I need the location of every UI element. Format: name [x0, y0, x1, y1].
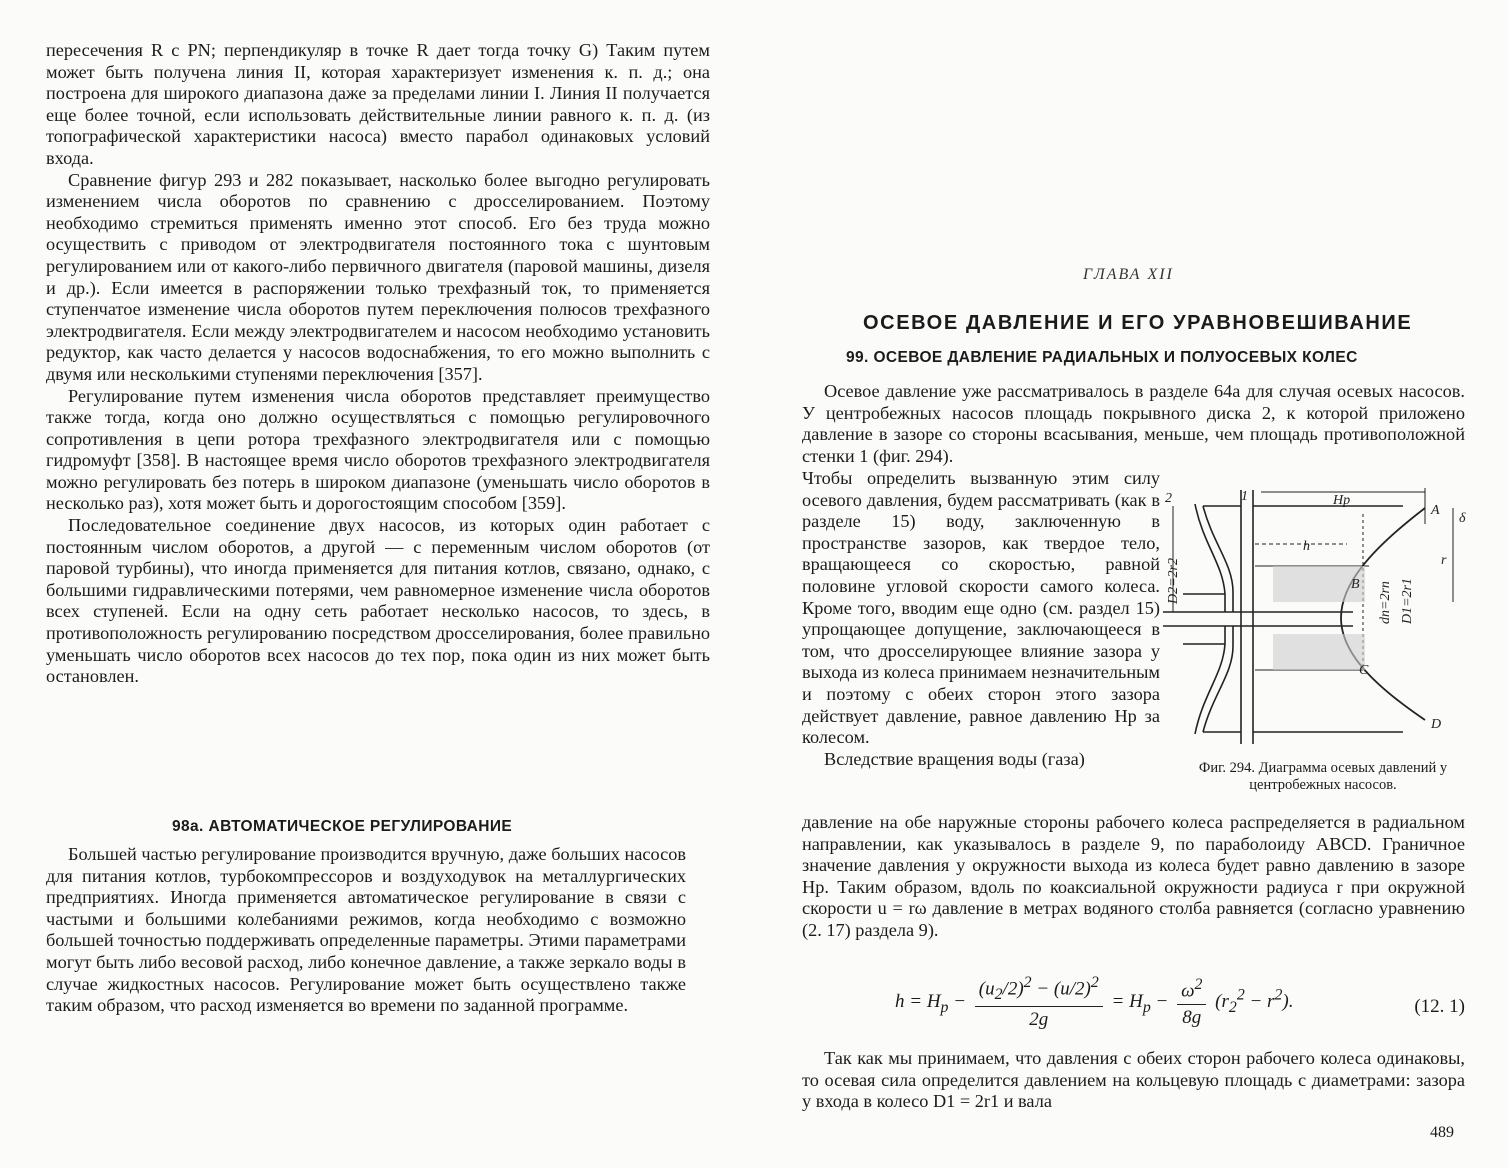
intro-paragraph: пересечения R с PN; перпендикуляр в точке R дает тогда точку G) Таким путем может быть получена линия II, которая характеризует изменения к. п. д.; она построена для широкого диапазона даже за пределами линии I. Линия II получается еще более точной, если использовать действительные линии равного к. п. д. (из топографической характеристики насоса) вместо парабол одинаковых условий входа.	[46, 40, 710, 168]
figure-label-c: C	[1359, 663, 1369, 678]
paragraph: Осевое давление уже рассматривалось в разделе 64а для случая осевых насосов. У центробежных насосов площадь покрывного диска 2, к которой приложено давление в зазоре со стороны всасывания, меньше, чем площадь противоположной стенки 1 (фиг. 294).	[802, 381, 1465, 466]
figure-label-d1: D1=2r1	[1400, 577, 1415, 624]
figure-label-delta: δ	[1459, 511, 1466, 526]
paragraph: Чтобы определить вызванную этим силу осевого давления, будем рассматривать (как в разделе 15) воду, заключенную в пространстве зазоров, как твердое тело, вращающееся со скоростью, равной половине угловой скорости самого колеса. Кроме того, вводим еще одно (см. раздел 15) упрощающее допущение, заключающееся в том, что дросселирующее влияние зазора у выхода из колеса принимаем незначительным и поэтому с обеих сторон этого зазора действует давление, равное давлению Hp за колесом.	[802, 468, 1160, 748]
equation-body: $h = H_p$ − $\frac{(u_2/2)^2 - (u/2)^2}{2g}$ = $H_p$ − $\frac{\omega^2}{8g}$ $(r_2^2 - r^2)$.	[895, 974, 1294, 1031]
left-text-block-2	[46, 844, 686, 1017]
figure-label-d2: D2=2r2	[1166, 557, 1181, 604]
page-number: 489	[1430, 1124, 1454, 1141]
paragraph: Регулирование путем изменения числа оборотов представляет преимущество также тогда, когда оно должно осуществляться с помощью регулировочного сопротивления в цепи ротора трехфазного электродвигателя или с помощью гидромуфт [358]. В настоящее время число оборотов трехфазного электродвигателя можно регулировать без потерь в широком диапазоне (уменьшать число оборотов в несколько раз), хотя может быть и дорогостоящим способом [359].	[46, 385, 710, 514]
chapter-label: ГЛАВА XII	[1083, 266, 1174, 283]
paragraph: Так как мы принимаем, что давления с обеих сторон рабочего колеса одинаковы, то осевая сила определится давлением на кольцевую площадь с диаметрами: зазора у входа в колесо D1 = 2r1 и вала	[802, 1048, 1465, 1112]
figure-label-b: B	[1351, 577, 1360, 592]
figure-294-diagram	[1163, 484, 1475, 750]
figure-caption: Фиг. 294. Диаграмма осевых давлений у центробежных насосов.	[1198, 760, 1448, 793]
paragraph: Сравнение фигур 293 и 282 показывает, насколько более выгодно регулировать изменением числа оборотов по сравнению с дросселированием. Поэтому необходимо стремиться применять именно этот способ. Его без труда можно осуществить с приводом от электродвигателя постоянного тока с шунтовым регулированием или от какого-либо первичного двигателя (паровой машины, дизеля и др.). Если имеется в распоряжении только трехфазный ток, то применяется ступенчатое изменение числа оборотов путем переключения полюсов трехфазного электродвигателя. Если между электродвигателем и насосом необходимо установить редуктор, как часто делается у насосов водоснабжения, то его можно выполнить с двумя или несколькими ступенями переключения [357].	[46, 169, 710, 384]
left-page	[0, 0, 745, 1168]
paragraph: Последовательное соединение двух насосов, из которых один работает с постоянным числом оборотов, а другой — с переменным числом оборотов (от паровой турбины), что иногда применяется для питания котлов, связано, однако, с большими гидравлическими потерями, чем равномерное изменение числа оборотов всех ступеней. Если на одну сеть работает несколько насосов, то здесь, в противоположность регулированию посредством дросселирования, более правильно уменьшать число оборотов всех насосов до тех пор, пока один из них может быть остановлен.	[46, 515, 710, 687]
chapter-title: ОСЕВОЕ ДАВЛЕНИЕ И ЕГО УРАВНОВЕШИВАНИЕ	[863, 312, 1413, 334]
equation-12-1	[895, 974, 1465, 1031]
figure-label-d: D	[1431, 717, 1442, 732]
paragraph-start: Вследствие вращения воды (газа)	[824, 748, 1085, 769]
section-title: 99. ОСЕВОЕ ДАВЛЕНИЕ РАДИАЛЬНЫХ И ПОЛУОСЕВЫХ КОЛЕС	[846, 349, 1358, 366]
right-para-1	[802, 381, 1465, 467]
figure-label-a: A	[1431, 503, 1440, 518]
figure-label-1: 1	[1241, 489, 1248, 504]
wrapped-text	[802, 468, 1160, 770]
figure-label-dn: dn=2rn	[1378, 581, 1393, 624]
right-para-3	[802, 1048, 1465, 1113]
paragraph: давление на обе наружные стороны рабочего колеса распределяется в радиальном направлении, как указывалось в разделе 9, по параболоиду ABCD. Граничное значение давления у окружности выхода из колеса будет равно давлению в зазоре Hp. Таким образом, вдоль по коаксиальной окружности радиуса r при окружной скорости u = rω давление в метрах водяного столба равняется (согласно уравнению (2. 17) раздела 9).	[802, 812, 1465, 940]
right-page	[745, 0, 1509, 1168]
figure-label-2: 2	[1165, 491, 1172, 506]
figure-label-r: r	[1441, 553, 1447, 568]
left-text-block	[46, 40, 710, 688]
equation-number: (12. 1)	[1414, 996, 1465, 1017]
figure-label-h: h	[1303, 539, 1310, 554]
paragraph: Большей частью регулирование производится вручную, даже больших насосов для питания котлов, турбокомпрессоров и воздуходувок на металлургических предприятиях. Иногда применяется автоматическое регулирование в связи с частыми и большими колебаниями режимов, когда необходимо с возможно большей точностью поддерживать определенные параметры. Этими параметрами могут быть либо весовой расход, либо конечное давление, а также зеркало воды в случае жидкостных насосов. Регулирование может быть осуществлено также таким образом, что расход изменяется во времени по заданной программе.	[46, 844, 686, 1016]
section-title: 98а. АВТОМАТИЧЕСКОЕ РЕГУЛИРОВАНИЕ	[172, 818, 513, 835]
figure-label-hp: Hp	[1333, 493, 1351, 508]
right-para-2	[802, 812, 1465, 942]
